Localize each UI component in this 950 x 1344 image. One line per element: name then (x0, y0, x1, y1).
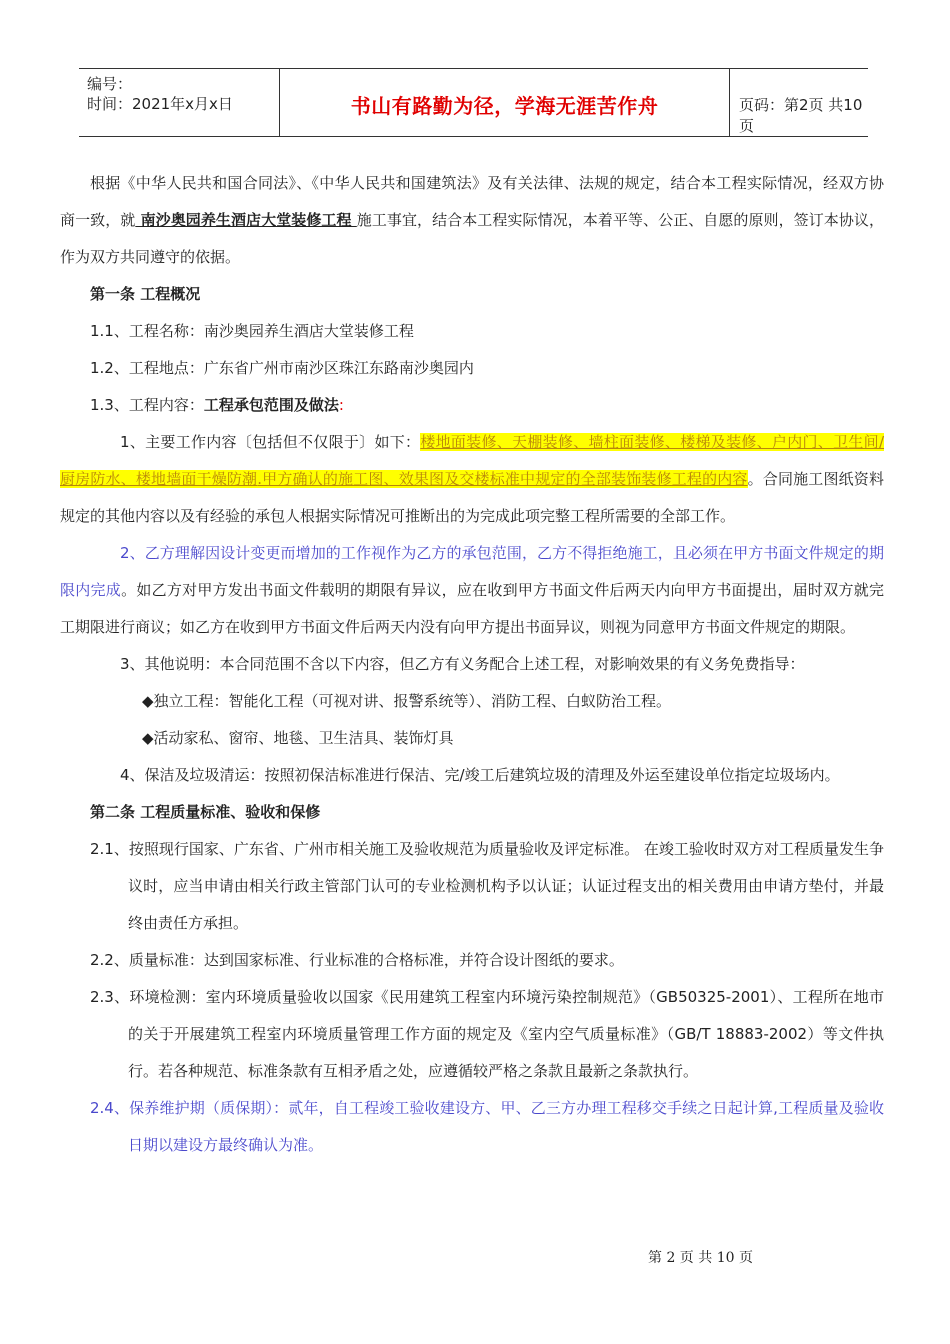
item-3-bold: 工程承包范围及做法 (203, 396, 339, 414)
document-number: 编号： (87, 75, 133, 93)
intro-paragraph (60, 165, 884, 276)
article-2-title: 第二条 工程质量标准、验收和保修 (90, 803, 321, 821)
header-center-cell (279, 69, 730, 136)
scope-paragraph-4: 4、保洁及垃圾清运：按照初保洁标准进行保洁、完/竣工后建筑垃圾的清理及外运至建设单位指定垃圾场内。 (120, 766, 840, 784)
article-2-item-4: 2.4、保养维护期（质保期）：贰年，自工程竣工验收建设方、甲、乙三方办理工程移交手续之日起计算,工程质量及验收日期以建设方最终确认为准。 (90, 1099, 884, 1154)
article-1-item-1: 1.1、工程名称：南沙奥园养生酒店大堂装修工程 (90, 322, 414, 340)
scope-2-rest: 。如乙方对甲方发出书面文件载明的期限有异议，应在收到甲方书面文件后两天内向甲方书面提出，届时双方就完工期限进行商议；如乙方在收到甲方书面文件后两天内没有向甲方提出书面异议，则视为同意甲方书面文件规定的期限。 (60, 581, 884, 636)
scope-paragraph-2 (60, 535, 884, 646)
scope-1-rest: 。合同施工图纸资料规定的其他内容以及有经验的承包人根据实际情况可推断出的为完成此项完整工程所需要的全部工作。 (60, 470, 884, 525)
scope-paragraph-3: 3、其他说明：本合同范围不含以下内容，但乙方有义务配合上述工程，对影响效果的有义务免费指导： (120, 655, 805, 673)
article-1-item-2: 1.2、工程地点：广东省广州市南沙区珠江东路南沙奥园内 (90, 359, 474, 377)
project-name: 南沙奥园养生酒店大堂装修工程 (135, 211, 357, 229)
intro-text: 根据《中华人民共和国合同法》、《中华人民共和国建筑法》及有关法律、法规的规定，结合本工程实际情况，经双方协商一致，就 (60, 174, 884, 229)
scope-1-intro: 1、主要工作内容〔包括但不仅限于〕如下： (120, 433, 421, 451)
article-2-item-3: 2.3、环境检测：室内环境质量验收以国家《民用建筑工程室内环境污染控制规范》（GB50325-2001）、工程所在地市的关于开展建筑工程室内环境质量管理工作方面的规定及《室内空气质量标准》（GB/T 18883-2002）等文件执行。若各种规范、标准条款有互相矛盾之处，应遵循较严格之条款且最新之条款执行。 (90, 988, 884, 1080)
header-table (79, 68, 868, 137)
bullet-item-1: ◆独立工程：智能化工程（可视对讲、报警系统等）、消防工程、白蚁防治工程。 (142, 692, 672, 710)
scope-paragraph-1 (60, 424, 884, 535)
article-2-item-1: 2.1、按照现行国家、广东省、广州市相关施工及验收规范为质量验收及评定标准。 在竣工验收时双方对工程质量发生争议时，应当申请由相关行政主管部门认可的专业检测机构予以认证；认证过程支出的相关费用由申请方垫付，并最终由责任方承担。 (90, 840, 884, 932)
scope-1-highlight-b: .甲方确认的施工图、效果图及交楼标准中规定的全部装饰装修工程的内容 (257, 470, 748, 488)
article-1-title: 第一条 工程概况 (90, 285, 201, 303)
scope-1-highlight-a: 楼地面装修、天棚装修、墙柱面装修、楼梯及装修、户内门、卫生间/厨房防水、楼地墙面干燥防潮 (60, 433, 885, 488)
header-page-number: 页码：第2页 共10页 (739, 96, 863, 135)
intro-text-end: 施工事宜，结合本工程实际情况，本着平等、公正、自愿的原则，签订本协议，作为双方共同遵守的依据。 (60, 211, 884, 266)
header-left-cell (79, 69, 279, 136)
article-2-item-2: 2.2、质量标准：达到国家标准、行业标准的合格标准，并符合设计图纸的要求。 (90, 951, 624, 969)
document-time: 时间：2021年x月x日 (87, 95, 233, 113)
bullet-item-2: ◆活动家私、窗帘、地毯、卫生洁具、装饰灯具 (142, 729, 454, 747)
item-3-colon: : (338, 396, 344, 414)
item-3-label: 1.3、工程内容： (90, 396, 204, 414)
header-motto: 书山有路勤为径，学海无涯苦作舟 (350, 94, 659, 118)
header-right-cell (729, 69, 868, 136)
article-1-item-3 (60, 387, 884, 424)
scope-2-blue-text: 2、乙方理解因设计变更而增加的工作视作为乙方的承包范围，乙方不得拒绝施工，且必须在甲方书面文件规定的期限内完成 (60, 544, 884, 599)
footer-page-number: 第 2 页 共 10 页 (648, 1250, 753, 1266)
document-body (60, 165, 884, 1164)
